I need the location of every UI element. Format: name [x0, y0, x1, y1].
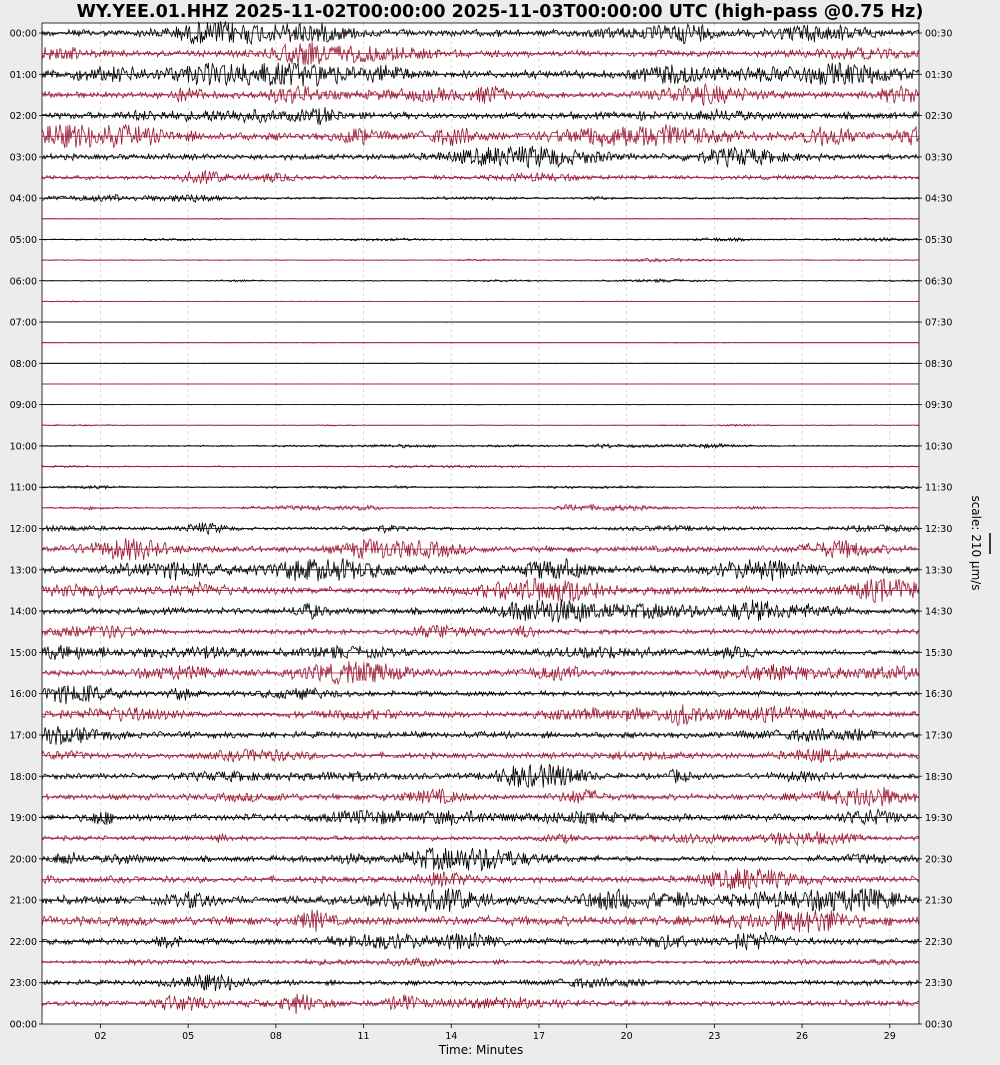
left-time-label: 19:00	[9, 813, 37, 825]
right-time-label: 18:30	[925, 771, 953, 783]
chart-title: WY.YEE.01.HHZ 2025-11-02T00:00:00 2025-11-03T00:00:00 UTC (high-pass @0.75 Hz)	[76, 2, 924, 22]
x-tick-label: 23	[708, 1031, 721, 1042]
x-tick-label: 20	[620, 1031, 633, 1042]
x-tick-label: 14	[445, 1031, 458, 1042]
left-time-label: 15:00	[9, 647, 37, 659]
right-time-label: 15:30	[925, 647, 953, 659]
left-time-label: 11:00	[9, 482, 37, 494]
right-time-label: 14:30	[925, 606, 953, 618]
left-time-label: 12:00	[9, 524, 37, 535]
left-time-label: 14:00	[9, 606, 37, 618]
right-time-label: 06:30	[925, 276, 953, 288]
right-time-label: 11:30	[925, 482, 953, 494]
right-time-label: 00:30	[925, 1019, 953, 1031]
right-time-label: 19:30	[925, 813, 953, 825]
x-axis-label: Time: Minutes	[438, 1043, 524, 1057]
left-time-label: 01:00	[9, 69, 37, 81]
right-time-label: 08:30	[925, 358, 953, 370]
right-time-label: 03:30	[925, 152, 953, 164]
left-time-label: 00:00	[9, 1019, 37, 1031]
left-time-label: 21:00	[9, 895, 37, 907]
right-time-label: 23:30	[925, 978, 953, 990]
right-time-label: 02:30	[925, 111, 953, 123]
right-time-label: 07:30	[925, 317, 953, 329]
left-time-label: 02:00	[9, 111, 37, 123]
x-tick-label: 05	[182, 1031, 195, 1042]
right-time-label: 10:30	[925, 441, 953, 453]
left-time-label: 04:00	[9, 193, 37, 205]
left-time-label: 08:00	[9, 358, 37, 370]
left-time-label: 10:00	[9, 441, 37, 453]
x-tick-label: 02	[94, 1031, 107, 1042]
right-time-label: 12:30	[925, 524, 953, 535]
right-time-label: 22:30	[925, 936, 953, 948]
left-time-label: 20:00	[9, 854, 37, 866]
x-tick-label: 26	[796, 1031, 809, 1042]
left-time-label: 23:00	[9, 978, 37, 990]
right-time-label: 05:30	[925, 234, 953, 246]
scale-label: scale: 210 µm/s	[969, 495, 983, 591]
left-time-label: 00:00	[9, 28, 37, 40]
left-time-label: 18:00	[9, 771, 37, 783]
left-time-label: 07:00	[9, 317, 37, 329]
x-tick-label: 11	[357, 1031, 370, 1042]
right-time-label: 04:30	[925, 193, 953, 205]
left-time-label: 17:00	[9, 730, 37, 742]
right-time-label: 13:30	[925, 565, 953, 577]
left-time-label: 06:00	[9, 276, 37, 288]
right-time-label: 00:30	[925, 28, 953, 40]
x-tick-label: 17	[532, 1031, 546, 1042]
x-tick-label: 08	[269, 1031, 282, 1042]
right-time-label: 17:30	[925, 730, 953, 742]
x-tick-label: 29	[883, 1031, 896, 1042]
right-time-label: 01:30	[925, 69, 953, 81]
left-time-label: 05:00	[9, 234, 37, 246]
left-time-label: 09:00	[9, 400, 37, 412]
right-time-label: 16:30	[925, 689, 953, 701]
left-time-label: 16:00	[9, 689, 37, 701]
right-time-label: 09:30	[925, 400, 953, 412]
left-time-label: 03:00	[9, 152, 37, 164]
plot-area	[42, 23, 919, 1024]
left-time-label: 13:00	[9, 565, 37, 577]
right-time-label: 20:30	[925, 854, 953, 866]
right-time-label: 21:30	[925, 895, 953, 907]
left-time-label: 22:00	[9, 936, 37, 948]
